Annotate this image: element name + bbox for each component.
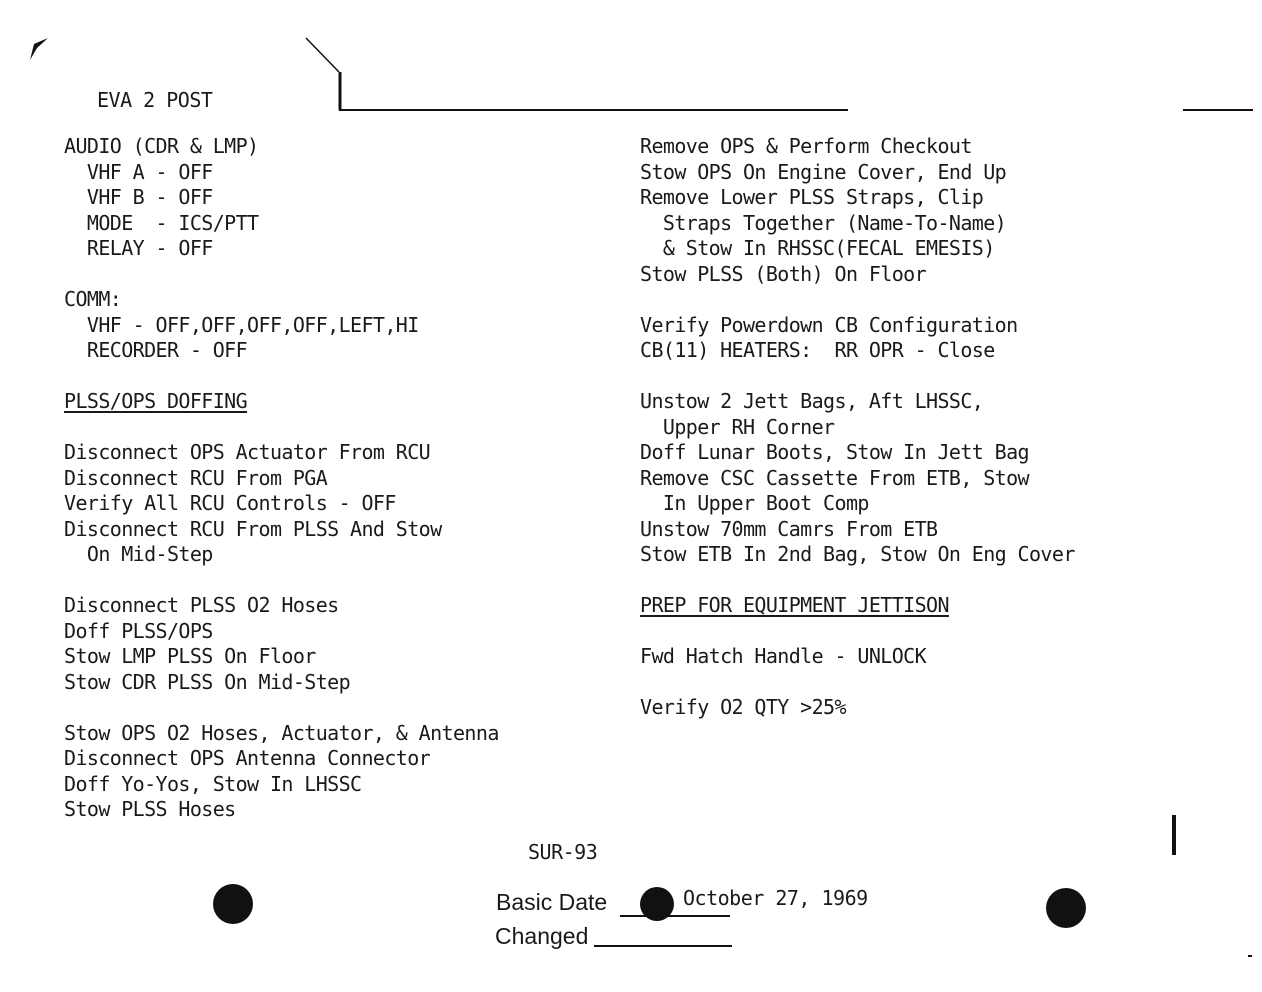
procedure-line: Remove CSC Cassette From ETB, Stow [640,465,1029,490]
tab-divider-line [300,34,860,116]
procedure-line: Doff PLSS/OPS [64,618,213,643]
blank-line [64,568,499,594]
procedure-line: On Mid-Step [64,542,213,566]
procedure-line: Stow LMP PLSS On Floor [64,644,316,668]
procedure-line: Fwd Hatch Handle - UNLOCK [640,644,927,668]
section-heading: PREP FOR EQUIPMENT JETTISON [640,593,949,617]
basic-date-value: October 27, 1969 [683,886,868,910]
procedure-line: VHF A - OFF [64,159,213,184]
binder-hole-right [1046,888,1086,928]
procedure-line: AUDIO (CDR & LMP) [64,134,259,158]
procedure-line: Verify All RCU Controls - OFF [64,491,396,515]
procedure-line: RECORDER - OFF [64,338,248,362]
binder-hole-center [640,887,674,921]
basic-date-label: Basic Date [496,889,608,915]
procedure-line: Remove Lower PLSS Straps, Clip [640,185,984,209]
procedure-line: Stow OPS On Engine Cover, End Up [640,159,1007,184]
procedure-line: Stow OPS O2 Hoses, Actuator, & Antenna [64,720,499,745]
procedure-line: Stow PLSS Hoses [64,797,236,821]
procedure-line: Unstow 70mm Camrs From ETB [640,516,938,541]
procedure-line: Stow ETB In 2nd Bag, Stow On Eng Cover [640,542,1075,566]
procedure-line: COMM: [64,287,122,311]
procedure-line: Stow CDR PLSS On Mid-Step [64,669,351,694]
blank-line [64,415,499,441]
header-rule-right [1183,109,1253,111]
basic-date-underline [620,915,730,917]
procedure-line: RELAY - OFF [64,236,213,260]
blank-line [640,670,1075,696]
procedure-line: CB(11) HEATERS: RR OPR - Close [640,338,995,362]
changed-underline [594,945,732,947]
blank-line [64,695,499,721]
blank-line [64,262,499,288]
procedure-line: Unstow 2 Jett Bags, Aft LHSSC, [640,389,984,413]
blank-line [640,568,1075,594]
binder-hole-left [213,884,253,924]
procedure-line: MODE - ICS/PTT [64,210,259,235]
corner-mark [28,36,50,62]
procedure-line: & Stow In RHSSC(FECAL EMESIS) [640,236,995,260]
procedure-line: Verify O2 QTY >25% [640,695,846,719]
changed-label: Changed [495,923,589,949]
change-bar [1172,815,1176,855]
blank-line [640,287,1075,313]
procedure-line: VHF - OFF,OFF,OFF,OFF,LEFT,HI [64,312,419,337]
section-heading: PLSS/OPS DOFFING [64,389,248,413]
margin-speck [1248,955,1252,957]
blank-line [640,619,1075,645]
right-column [640,134,1075,721]
blank-line [640,364,1075,390]
procedure-line: Upper RH Corner [640,414,835,439]
procedure-line: Disconnect OPS Actuator From RCU [64,440,431,464]
procedure-line: Doff Yo-Yos, Stow In LHSSC [64,771,362,796]
page-number: SUR-93 [528,840,598,864]
procedure-line: Doff Lunar Boots, Stow In Jett Bag [640,440,1029,464]
section-title: EVA 2 POST [97,88,213,112]
blank-line [64,364,499,390]
procedure-line: Disconnect RCU From PLSS And Stow [64,516,442,541]
procedure-line: Stow PLSS (Both) On Floor [640,261,927,286]
procedure-line: VHF B - OFF [64,185,213,209]
procedure-line: Verify Powerdown CB Configuration [640,312,1018,337]
procedure-line: Remove OPS & Perform Checkout [640,134,972,158]
procedure-line: Disconnect OPS Antenna Connector [64,746,431,770]
procedure-line: Disconnect RCU From PGA [64,465,328,490]
left-column [64,134,499,823]
procedure-line: Straps Together (Name-To-Name) [640,210,1007,235]
procedure-line: Disconnect PLSS O2 Hoses [64,593,339,617]
procedure-line: In Upper Boot Comp [640,491,869,515]
